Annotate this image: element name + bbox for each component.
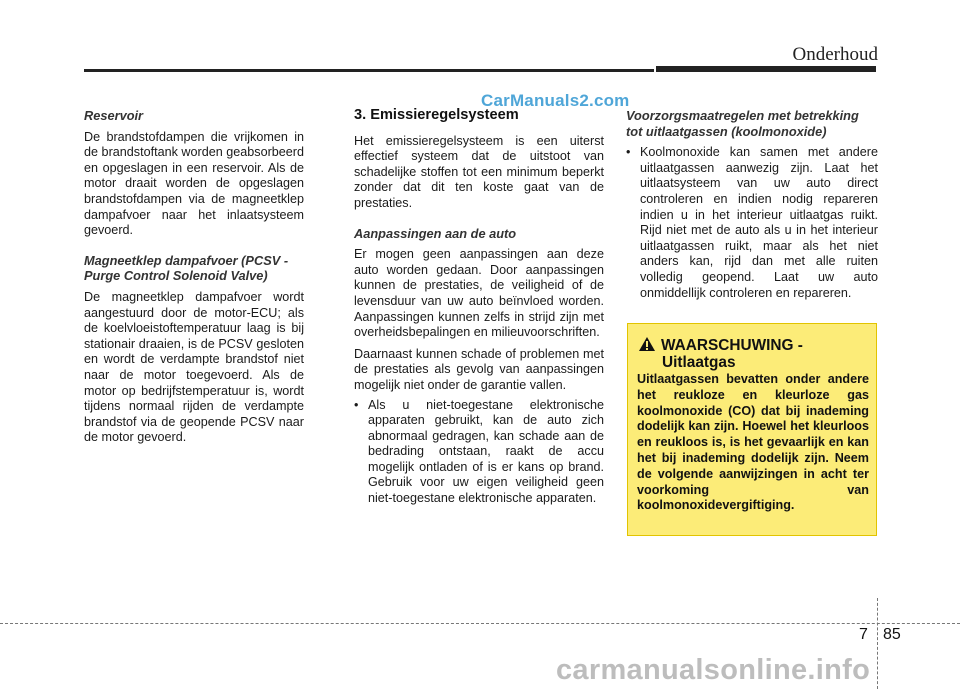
page-number-separator	[877, 598, 878, 689]
column-left	[84, 108, 304, 460]
emission-intro: Het emissieregelsysteem is een uiterst effectief systeem dat de uitstoot van schadelijke stoffen tot een minimum beperkt zonder dat dit ten koste gaat van de prestaties.	[354, 133, 604, 210]
adjustments-paragraph: Er mogen geen aanpassingen aan deze auto worden gedaan. Door aanpassingen kunnen de prestaties, de veiligheid of de levensduur van uw auto beïnvloed worden. Aanpassingen kunnen zelfs in strijd zijn met overheidsbepalingen en milieuvoorschriften.	[354, 247, 604, 340]
adjustments-heading: Aanpassingen aan de auto	[354, 225, 517, 241]
warranty-paragraph: Daarnaast kunnen schade of problemen met de prestaties als gevolg van aanpassingen mogelijk niet onder de garantie vallen.	[354, 346, 604, 392]
section-title: Onderhoud	[792, 44, 878, 65]
warning-title-line2: Uitlaatgas	[662, 354, 736, 371]
reservoir-heading: Reservoir	[84, 108, 144, 123]
header-rule	[84, 69, 654, 72]
bullet-text: Koolmonoxide kan samen met andere uitlaatgassen aanwezig zijn. Laat het uitlaatsysteem van uw auto direct controleren en indien nodig repareren indien u in het interieur uitlaatgas ruikt. Rijd niet met de auto als u in het interieur uitlaatgassen ruikt, maar als het niet anders kan, rijd dan met alle ruiten volledig geopend. Laat uw auto onmiddellijk controleren en repareren.	[640, 145, 878, 300]
chapter-number: 7	[859, 626, 868, 643]
warning-box	[627, 323, 877, 536]
bullet-text: Als u niet-toegestane elektronische apparaten gebruikt, kan de auto zich abnormaal gedragen, kan schade aan de bedrading ontstaan, raakt de accu mogelijk ontladen of is er kans op brand. Gebruik voor uw eigen veiligheid geen niet-toegestane elektronische apparaten.	[368, 397, 604, 506]
warning-triangle-icon	[638, 336, 656, 352]
pcsv-paragraph: De magneetklep dampafvoer wordt aangestuurd door de motor-ECU; als de koelvloeistoftemperatuur laag is bij stationair draaien, is de PCSV gesloten en wordt de verdampte brandstof niet naar de motor toegevoerd. Als de motor op bedrijfstemperatuur is, wordt tijdens normaal rijden de verdampte brandstof via de geopende PCSV naar de motor gevoerd.	[84, 289, 304, 445]
list-item	[626, 145, 878, 301]
warning-title	[661, 337, 803, 371]
page-number: 85	[883, 626, 901, 643]
reservoir-paragraph: De brandstofdampen die vrijkomen in de brandstoftank worden geabsorbeerd en opgeslagen in een reservoir. Als de motor draait worden de opgeslagen brandstofdampen via de magneetklep dampafvoer naar het inlaatsysteem gevoerd.	[84, 129, 304, 238]
pcsv-heading: Magneetklep dampafvoer (PCSV - Purge Control Solenoid Valve)	[84, 252, 289, 284]
watermark-link[interactable]: CarManuals2.com	[481, 91, 630, 110]
column-right	[626, 108, 878, 301]
list-item	[354, 398, 604, 507]
header-rule-accent	[656, 66, 876, 72]
watermark-footer[interactable]: carmanualsonline.info	[556, 654, 871, 686]
warning-title-line1: WAARSCHUWING -	[661, 337, 803, 354]
precaution-heading: Voorzorgsmaatregelen met betrekking tot uitlaatgassen (koolmonoxide)	[626, 108, 859, 139]
footer-divider	[0, 623, 960, 624]
emission-heading: 3. Emissieregelsysteem	[354, 107, 519, 123]
bullet-icon: •	[626, 145, 631, 160]
column-middle	[354, 108, 604, 507]
warning-body: Uitlaatgassen bevatten onder andere het reukloze en kleurloze gas koolmonoxide (CO) dat bij inademing dodelijk kan zijn. Hoewel het kleurloos en reukloos is, is het gevaarlijk en kan het bij inademing dodelijk zijn. Neem de volgende aanwijzingen in acht ter voorkoming van koolmonoxidevergiftiging.	[637, 372, 869, 513]
bullet-icon: •	[354, 397, 359, 412]
